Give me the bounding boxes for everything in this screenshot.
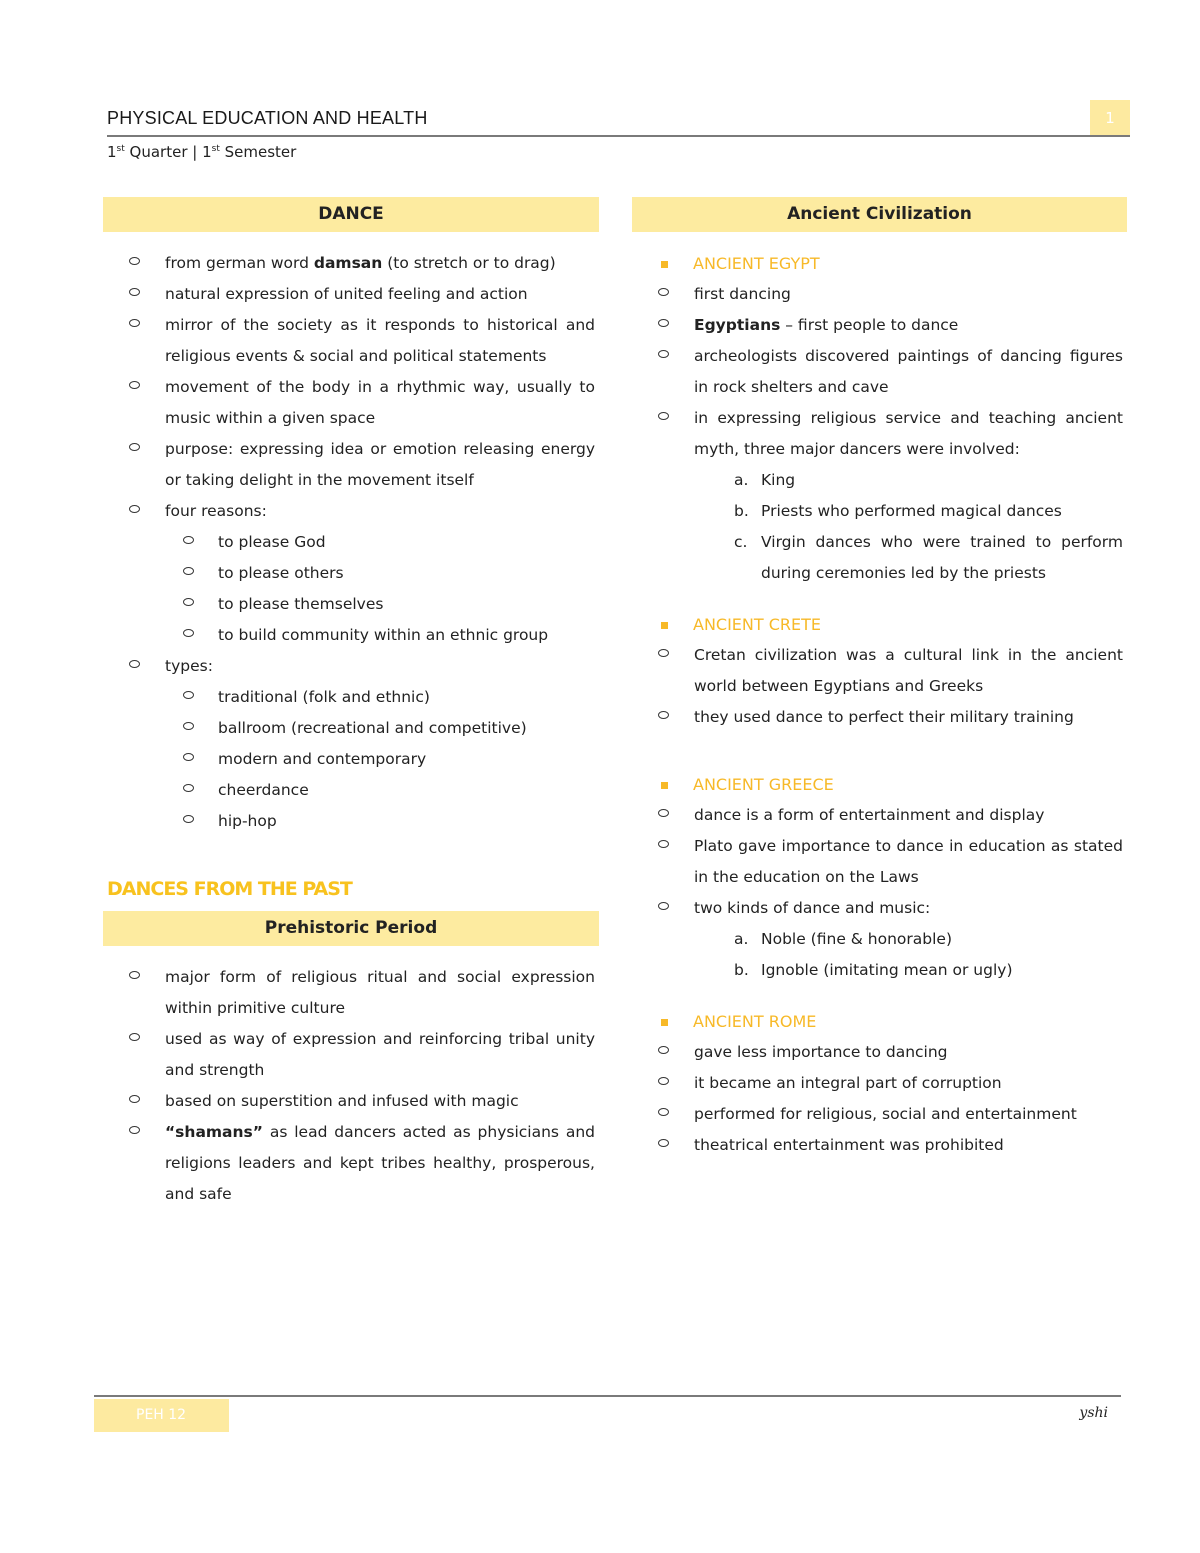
document-subtitle: 1st Quarter | 1st Semester <box>107 143 297 161</box>
ancient-crete-title: ANCIENT CRETE <box>632 610 1127 640</box>
list-item: b. Priests who performed magical dances <box>734 502 1062 520</box>
circle-bullet-icon <box>129 1095 140 1103</box>
page-number: 1 <box>1090 100 1130 136</box>
greece-list <box>632 800 1127 924</box>
list-item: b. Ignoble (imitating mean or ugly) <box>734 961 1013 979</box>
list-item: from german word damsan (to stretch or to drag) <box>103 248 599 279</box>
list-item: first dancing <box>632 279 1127 310</box>
rome-list <box>632 1037 1127 1161</box>
ancient-rome-title: ANCIENT ROME <box>632 1007 1127 1037</box>
circle-bullet-icon <box>658 1046 669 1054</box>
circle-bullet-icon <box>658 649 669 657</box>
circle-bullet-icon <box>658 809 669 817</box>
list-item: two kinds of dance and music: <box>632 893 1127 924</box>
document-title: PHYSICAL EDUCATION AND HEALTH <box>107 108 428 128</box>
circle-bullet-icon <box>129 971 140 979</box>
circle-bullet-icon <box>183 753 194 761</box>
circle-bullet-icon <box>183 536 194 544</box>
egypt-dancers-list <box>632 465 1127 589</box>
list-item: it became an integral part of corruption <box>632 1068 1127 1099</box>
list-item: performed for religious, social and entertainment <box>632 1099 1127 1130</box>
circle-bullet-icon <box>183 567 194 575</box>
circle-bullet-icon <box>658 319 669 327</box>
list-item: “shamans” as lead dancers acted as physicians and religions leaders and kept tribes healthy, prosperous, and safe <box>103 1117 599 1210</box>
list-item: dance is a form of entertainment and display <box>632 800 1127 831</box>
circle-bullet-icon <box>658 840 669 848</box>
list-item: mirror of the society as it responds to historical and religious events & social and political statements <box>103 310 599 372</box>
four-reasons-list <box>165 527 595 651</box>
types-list <box>165 682 595 837</box>
circle-bullet-icon <box>658 412 669 420</box>
list-item: based on superstition and infused with magic <box>103 1086 599 1117</box>
circle-bullet-icon <box>129 288 140 296</box>
dances-from-the-past-title: DANCES FROM THE PAST <box>107 878 352 900</box>
list-item: in expressing religious service and teaching ancient myth, three major dancers were involved: <box>632 403 1127 465</box>
crete-list <box>632 640 1127 733</box>
right-column <box>632 197 1127 1161</box>
header-divider <box>107 135 1130 137</box>
list-item: modern and contemporary <box>165 744 595 775</box>
square-bullet-icon <box>661 1019 668 1026</box>
list-item: traditional (folk and ethnic) <box>165 682 595 713</box>
ancient-egypt-title: ANCIENT EGYPT <box>632 249 1127 279</box>
list-item: Cretan civilization was a cultural link in the ancient world between Egyptians and Greeks <box>632 640 1127 702</box>
footer-signature: yshi <box>1079 1405 1108 1421</box>
list-item: they used dance to perfect their military training <box>632 702 1127 733</box>
list-item: hip-hop <box>165 806 595 837</box>
list-item: Egyptians – first people to dance <box>632 310 1127 341</box>
square-bullet-icon <box>661 782 668 789</box>
list-item: to please others <box>165 558 595 589</box>
circle-bullet-icon <box>658 902 669 910</box>
list-item: cheerdance <box>165 775 595 806</box>
circle-bullet-icon <box>129 1126 140 1134</box>
list-item: to please God <box>165 527 595 558</box>
ancient-civilization-heading: Ancient Civilization <box>632 197 1127 232</box>
list-item: four reasons: to please God to please others to please themselves to build community within an ethnic group <box>103 496 599 651</box>
ancient-greece-title: ANCIENT GREECE <box>632 770 1127 800</box>
dance-list <box>103 248 599 837</box>
circle-bullet-icon <box>658 1077 669 1085</box>
list-item: used as way of expression and reinforcing tribal unity and strength <box>103 1024 599 1086</box>
list-item: archeologists discovered paintings of dancing figures in rock shelters and cave <box>632 341 1127 403</box>
list-item: movement of the body in a rhythmic way, usually to music within a given space <box>103 372 599 434</box>
left-column <box>103 197 599 1210</box>
circle-bullet-icon <box>658 711 669 719</box>
circle-bullet-icon <box>183 815 194 823</box>
greece-dance-kinds-list <box>632 924 1127 986</box>
dance-heading: DANCE <box>103 197 599 232</box>
list-item: types: traditional (folk and ethnic) ballroom (recreational and competitive) modern and contemporary cheerdance hip-hop <box>103 651 599 837</box>
circle-bullet-icon <box>658 350 669 358</box>
circle-bullet-icon <box>658 1108 669 1116</box>
circle-bullet-icon <box>658 288 669 296</box>
list-item: to build community within an ethnic group <box>165 620 595 651</box>
circle-bullet-icon <box>183 722 194 730</box>
circle-bullet-icon <box>129 1033 140 1041</box>
list-item: major form of religious ritual and social expression within primitive culture <box>103 962 599 1024</box>
list-item: gave less importance to dancing <box>632 1037 1127 1068</box>
square-bullet-icon <box>661 622 668 629</box>
prehistoric-list <box>103 962 599 1210</box>
circle-bullet-icon <box>129 257 140 265</box>
footer-course-tag: PEH 12 <box>94 1399 229 1432</box>
list-item: theatrical entertainment was prohibited <box>632 1130 1127 1161</box>
circle-bullet-icon <box>129 381 140 389</box>
list-item: to please themselves <box>165 589 595 620</box>
list-item: Plato gave importance to dance in education as stated in the education on the Laws <box>632 831 1127 893</box>
circle-bullet-icon <box>129 660 140 668</box>
circle-bullet-icon <box>129 443 140 451</box>
egypt-list <box>632 279 1127 465</box>
footer-divider <box>94 1395 1121 1397</box>
circle-bullet-icon <box>183 784 194 792</box>
list-item: c. Virgin dances who were trained to perform during ceremonies led by the priests <box>734 533 1123 582</box>
square-bullet-icon <box>661 261 668 268</box>
list-item: a. King <box>734 471 796 489</box>
list-item: ballroom (recreational and competitive) <box>165 713 595 744</box>
circle-bullet-icon <box>183 598 194 606</box>
list-item: purpose: expressing idea or emotion releasing energy or taking delight in the movement itself <box>103 434 599 496</box>
circle-bullet-icon <box>658 1139 669 1147</box>
list-item: natural expression of united feeling and action <box>103 279 599 310</box>
circle-bullet-icon <box>129 505 140 513</box>
circle-bullet-icon <box>129 319 140 327</box>
circle-bullet-icon <box>183 691 194 699</box>
circle-bullet-icon <box>183 629 194 637</box>
prehistoric-heading: Prehistoric Period <box>103 911 599 946</box>
list-item: a. Noble (fine & honorable) <box>734 930 953 948</box>
